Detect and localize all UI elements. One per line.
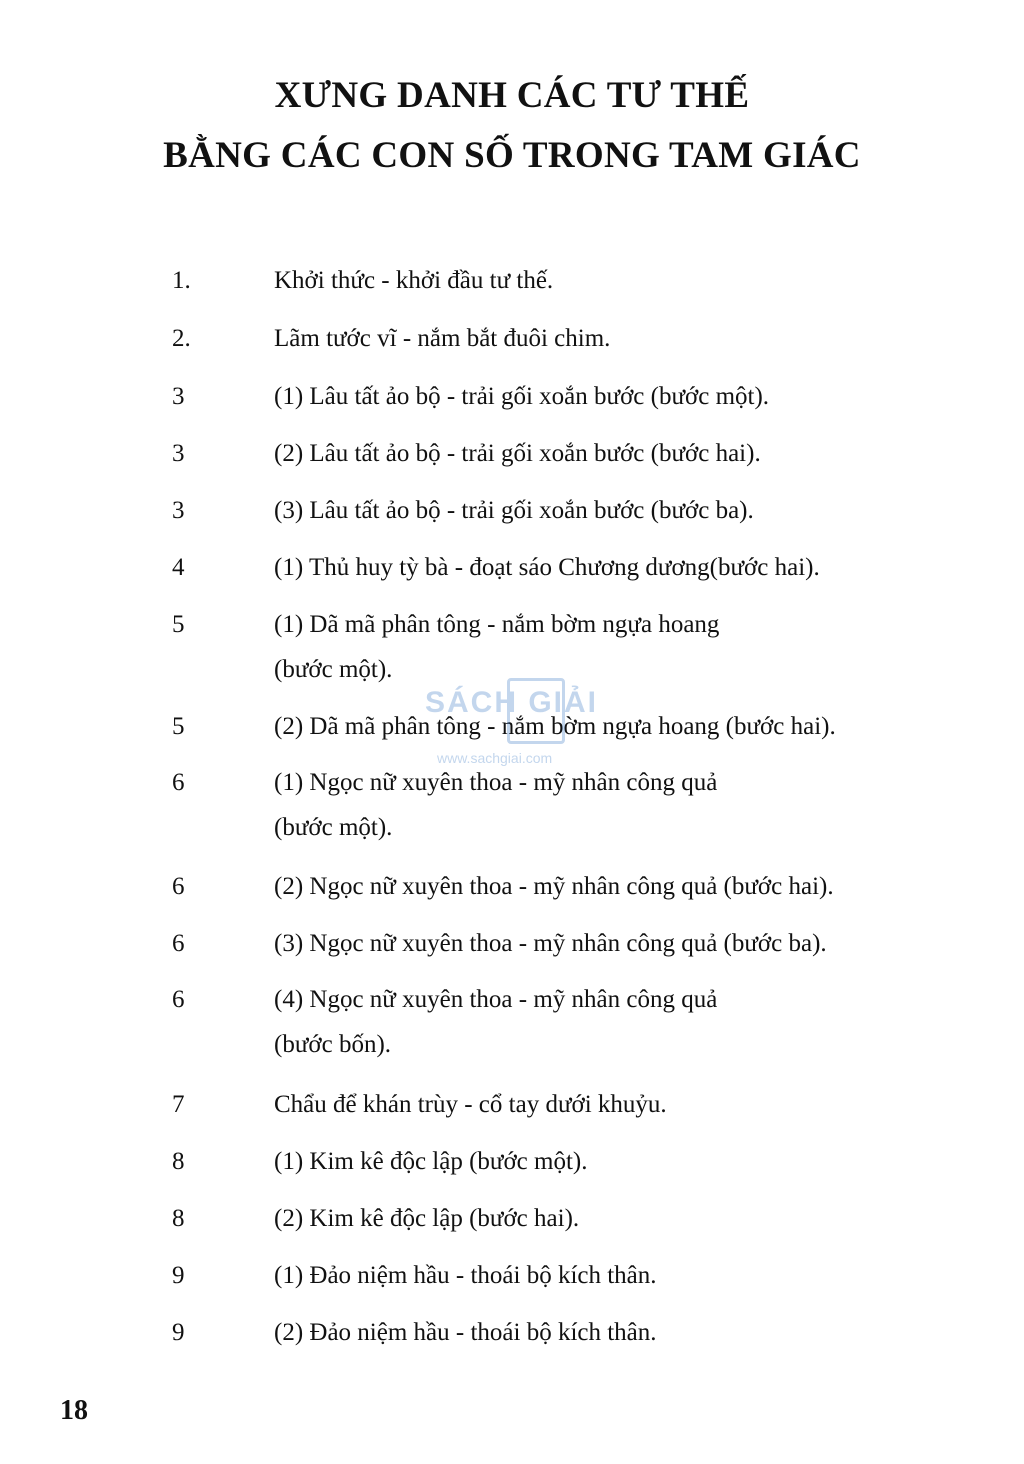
item-text bbox=[274, 977, 974, 1067]
item-text: (3) Ngọc nữ xuyên thoa - mỹ nhân công quả (bước ba). bbox=[274, 930, 827, 957]
item-text: (3) Lâu tất ảo bộ - trải gối xoắn bước (bước ba). bbox=[274, 497, 754, 524]
item-text-line: (1) Dã mã phân tông - nắm bờm ngựa hoang bbox=[274, 611, 720, 638]
item-text-continuation: (bước bốn). bbox=[274, 1031, 392, 1058]
item-number: 6 bbox=[172, 873, 185, 900]
watermark-brand: SÁCH GIẢI bbox=[425, 686, 599, 719]
item-number: 5 bbox=[172, 713, 185, 740]
item-text: (2) Đảo niệm hầu - thoái bộ kích thân. bbox=[274, 1319, 657, 1346]
item-number: 1. bbox=[172, 267, 191, 294]
item-text: (2) Ngọc nữ xuyên thoa - mỹ nhân công quả (bước hai). bbox=[274, 873, 834, 900]
item-number: 7 bbox=[172, 1091, 185, 1118]
item-number: 8 bbox=[172, 1205, 185, 1232]
item-number: 5 bbox=[172, 611, 185, 638]
item-text: (2) Lâu tất ảo bộ - trải gối xoắn bước (bước hai). bbox=[274, 440, 761, 467]
item-text bbox=[274, 602, 974, 692]
item-number: 4 bbox=[172, 554, 185, 581]
page-number: 18 bbox=[60, 1395, 88, 1426]
item-text: Khởi thức - khởi đầu tư thế. bbox=[274, 267, 554, 294]
item-text: Chẩu để khán trùy - cổ tay dưới khuỷu. bbox=[274, 1091, 667, 1118]
title-line-2: BẰNG CÁC CON SỐ TRONG TAM GIÁC bbox=[163, 135, 861, 176]
item-number: 3 bbox=[172, 497, 185, 524]
item-text: (1) Đảo niệm hầu - thoái bộ kích thân. bbox=[274, 1262, 657, 1289]
item-text-line: (4) Ngọc nữ xuyên thoa - mỹ nhân công quả bbox=[274, 986, 718, 1013]
item-number: 3 bbox=[172, 440, 185, 467]
item-text: Lãm tước vĩ - nắm bắt đuôi chim. bbox=[274, 325, 611, 352]
item-text: (1) Thủ huy tỳ bà - đoạt sáo Chương dương(bước hai). bbox=[274, 554, 820, 581]
item-number: 8 bbox=[172, 1148, 185, 1175]
item-text-line: (1) Ngọc nữ xuyên thoa - mỹ nhân công quả bbox=[274, 769, 718, 796]
item-number: 9 bbox=[172, 1319, 185, 1346]
watermark-url: www.sachgiai.com bbox=[437, 750, 553, 766]
item-number: 6 bbox=[172, 930, 185, 957]
item-number: 2. bbox=[172, 325, 191, 352]
item-text: (1) Kim kê độc lập (bước một). bbox=[274, 1148, 588, 1175]
item-number: 6 bbox=[172, 769, 185, 796]
item-number: 3 bbox=[172, 383, 185, 410]
item-text: (1) Lâu tất ảo bộ - trải gối xoắn bước (bước một). bbox=[274, 383, 770, 410]
item-number: 9 bbox=[172, 1262, 185, 1289]
item-number: 6 bbox=[172, 986, 185, 1013]
title-line-1: XƯNG DANH CÁC TƯ THẾ bbox=[274, 75, 750, 116]
item-text-continuation: (bước một). bbox=[274, 656, 393, 683]
item-text: (2) Dã mã phân tông - nắm bờm ngựa hoang (bước hai). bbox=[274, 713, 836, 740]
item-text-continuation: (bước một). bbox=[274, 814, 393, 841]
item-text bbox=[274, 760, 974, 850]
item-text: (2) Kim kê độc lập (bước hai). bbox=[274, 1205, 580, 1232]
